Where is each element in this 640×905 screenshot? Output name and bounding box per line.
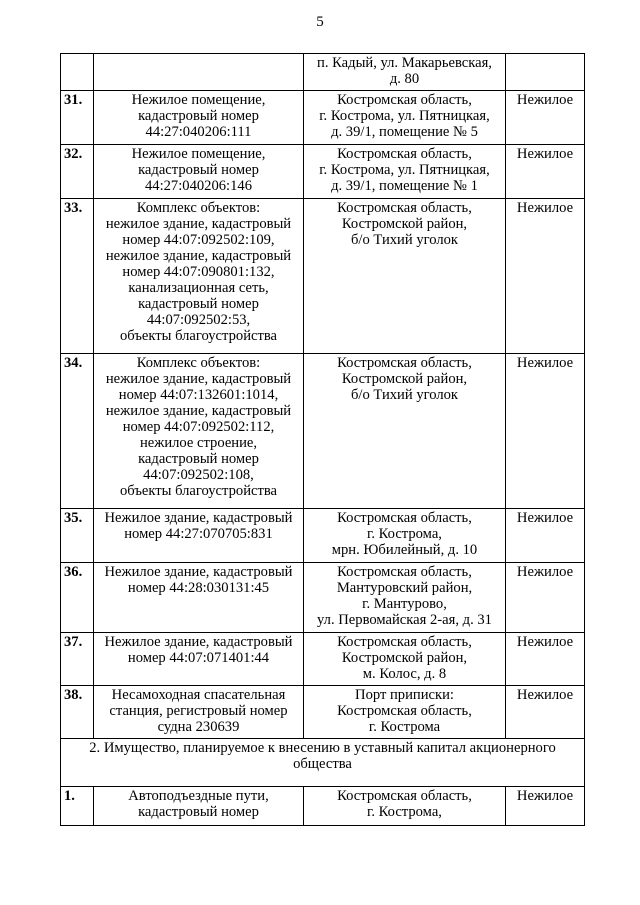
table-row	[61, 91, 585, 145]
object-name	[94, 563, 304, 633]
text-line: Порт приписки:	[355, 687, 454, 703]
text-line: Комплекс объектов:	[136, 355, 261, 371]
object-type: Нежилое	[506, 633, 585, 686]
text-line: нежилое здание, кадастровый	[105, 371, 292, 387]
text-line: кадастровый номер	[138, 162, 259, 178]
text-line: 44:27:040206:146	[144, 178, 253, 194]
object-name	[94, 91, 304, 145]
table-row	[61, 787, 585, 826]
row-number: 38.	[61, 686, 94, 739]
text-line: Костромской район,	[341, 371, 468, 387]
object-name	[94, 145, 304, 199]
object-type	[506, 54, 585, 91]
text-line: Костромской район,	[341, 216, 468, 232]
table-row	[61, 199, 585, 354]
text-line: Несамоходная спасательная	[111, 687, 286, 703]
text-line: д. 39/1, помещение № 5	[331, 124, 478, 140]
text-line: номер 44:28:030131:45	[127, 580, 270, 596]
text-line: п. Кадый, ул. Макарьевская,	[317, 55, 492, 71]
object-name	[94, 787, 304, 826]
object-address	[304, 563, 506, 633]
object-address	[304, 633, 506, 686]
row-number: 34.	[61, 354, 94, 509]
text-line: номер 44:07:090801:132,	[122, 264, 275, 280]
object-address	[304, 145, 506, 199]
text-line: кадастровый номер	[138, 804, 259, 820]
text-line: м. Колос, д. 8	[362, 666, 447, 682]
row-number: 33.	[61, 199, 94, 354]
text-line: Костромская область,	[337, 564, 472, 580]
text-line: д. 39/1, помещение № 1	[331, 178, 478, 194]
text-line: Комплекс объектов:	[136, 200, 261, 216]
object-name	[94, 54, 304, 91]
text-line: нежилое здание, кадастровый	[105, 403, 292, 419]
row-number: 35.	[61, 509, 94, 563]
section-heading	[61, 739, 585, 787]
text-line: Костромская область,	[337, 634, 472, 650]
text-line: Костромская область,	[337, 510, 472, 526]
section-header-row	[61, 739, 585, 787]
row-number: 31.	[61, 91, 94, 145]
row-number: 1.	[61, 787, 94, 826]
text-line: Нежилое помещение,	[131, 146, 266, 162]
object-type: Нежилое	[506, 686, 585, 739]
object-name	[94, 199, 304, 354]
table-row	[61, 633, 585, 686]
table-row	[61, 686, 585, 739]
text-line: судна 230639	[157, 719, 240, 735]
text-line: Автоподъездные пути,	[128, 788, 269, 804]
text-line: Костромская область,	[337, 355, 472, 371]
object-address	[304, 91, 506, 145]
text-line: кадастровый номер	[138, 451, 259, 467]
text-line: объекты благоустройства	[119, 483, 278, 499]
table-row	[61, 54, 585, 91]
text-line: кадастровый номер	[138, 296, 259, 312]
object-type: Нежилое	[506, 91, 585, 145]
text-line: Нежилое здание, кадастровый	[104, 634, 293, 650]
text-line: номер 44:27:070705:831	[124, 526, 273, 542]
text-line: номер 44:07:092502:109,	[122, 232, 275, 248]
property-table	[60, 53, 585, 826]
text-line: Нежилое помещение,	[131, 92, 266, 108]
row-number: 37.	[61, 633, 94, 686]
text-line: номер 44:07:071401:44	[127, 650, 270, 666]
object-name	[94, 509, 304, 563]
object-type: Нежилое	[506, 145, 585, 199]
object-address	[304, 54, 506, 91]
text-line: Костромская область,	[337, 92, 472, 108]
text-line: г. Кострома	[368, 719, 441, 735]
text-line: г. Кострома,	[367, 804, 442, 820]
text-line: мрн. Юбилейный, д. 10	[331, 542, 478, 558]
table-row	[61, 145, 585, 199]
text-line: Костромской район,	[341, 650, 468, 666]
text-line: Костромская область,	[337, 146, 472, 162]
text-line: Нежилое здание, кадастровый	[104, 510, 293, 526]
object-address	[304, 354, 506, 509]
text-line: ул. Первомайская 2-ая, д. 31	[317, 612, 492, 628]
text-line: канализационная сеть,	[128, 280, 269, 296]
object-name	[94, 633, 304, 686]
table-row	[61, 509, 585, 563]
text-line: г. Мантурово,	[362, 596, 447, 612]
text-line: общества	[293, 756, 352, 772]
text-line: Костромская область,	[337, 788, 472, 804]
object-address	[304, 787, 506, 826]
object-type: Нежилое	[506, 509, 585, 563]
text-line: номер 44:07:132601:1014,	[118, 387, 279, 403]
text-line: г. Кострома, ул. Пятницкая,	[319, 108, 490, 124]
text-line: Костромская область,	[337, 200, 472, 216]
text-line: объекты благоустройства	[119, 328, 278, 344]
text-line: 44:07:092502:53,	[146, 312, 251, 328]
text-line: Нежилое здание, кадастровый	[104, 564, 293, 580]
object-type: Нежилое	[506, 354, 585, 509]
text-line: нежилое строение,	[139, 435, 258, 451]
object-address	[304, 199, 506, 354]
object-type: Нежилое	[506, 563, 585, 633]
object-address	[304, 686, 506, 739]
text-line: б/о Тихий уголок	[350, 387, 459, 403]
object-type: Нежилое	[506, 199, 585, 354]
text-line: б/о Тихий уголок	[350, 232, 459, 248]
text-line: кадастровый номер	[138, 108, 259, 124]
text-line: д. 80	[389, 71, 420, 87]
row-number: 36.	[61, 563, 94, 633]
text-line: 44:27:040206:111	[145, 124, 252, 140]
text-line: Мантуровский район,	[336, 580, 473, 596]
object-name	[94, 686, 304, 739]
object-type: Нежилое	[506, 787, 585, 826]
text-line: нежилое здание, кадастровый	[105, 248, 292, 264]
page-number: 5	[316, 14, 324, 30]
text-line: нежилое здание, кадастровый	[105, 216, 292, 232]
row-number: 32.	[61, 145, 94, 199]
object-address	[304, 509, 506, 563]
text-line: Костромская область,	[337, 703, 472, 719]
table-row	[61, 563, 585, 633]
text-line: 44:07:092502:108,	[143, 467, 254, 483]
text-line: 2. Имущество, планируемое к внесению в уставный капитал акционерного	[89, 740, 556, 756]
text-line: г. Кострома, ул. Пятницкая,	[319, 162, 490, 178]
text-line: станция, регистровый номер	[109, 703, 288, 719]
table-row	[61, 354, 585, 509]
object-name	[94, 354, 304, 509]
row-number	[61, 54, 94, 91]
text-line: г. Кострома,	[367, 526, 442, 542]
text-line: номер 44:07:092502:112,	[122, 419, 275, 435]
